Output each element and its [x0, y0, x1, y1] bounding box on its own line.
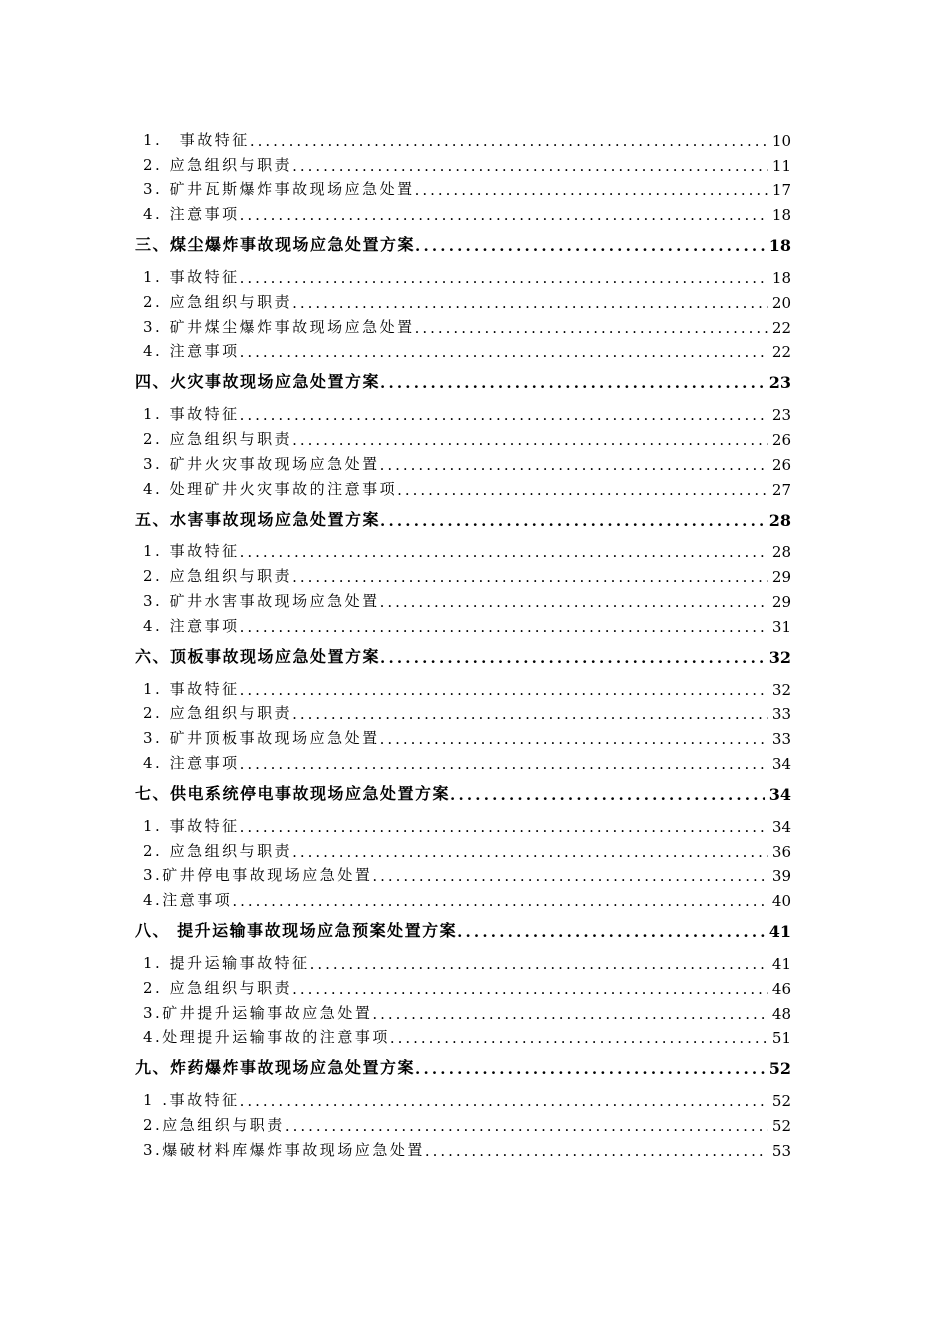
dot-leader — [292, 296, 768, 312]
toc-entry-title: 2. 应急组织与职责 — [143, 704, 293, 723]
toc-entry-title: 4. 处理矿井火灾事故的注意事项 — [143, 479, 398, 498]
toc-entry-title: 3. 矿井水害事故现场应急处置 — [143, 591, 380, 610]
toc-page-number: 33 — [771, 705, 791, 724]
toc-subsection-entry[interactable] — [135, 973, 791, 998]
toc-page-number: 46 — [771, 979, 791, 998]
dot-leader — [450, 788, 765, 804]
toc-entry-title: 1. 事故特征 — [143, 130, 250, 149]
toc-subsection-entry[interactable] — [135, 699, 791, 724]
dot-leader — [380, 732, 768, 748]
toc-section-entry[interactable] — [135, 1050, 791, 1078]
toc-subsection-entry[interactable] — [135, 748, 791, 773]
dot-leader — [240, 683, 768, 699]
dot-leader — [380, 514, 765, 530]
dot-leader — [397, 483, 768, 499]
toc-section-entry[interactable] — [135, 227, 791, 255]
toc-subsection-entry[interactable] — [135, 561, 791, 586]
toc-subsection-entry[interactable] — [135, 287, 791, 312]
dot-leader — [240, 345, 768, 361]
toc-section-entry[interactable] — [135, 639, 791, 667]
dot-leader — [232, 894, 768, 910]
toc-entry-title: 九、炸药爆炸事故现场应急处置方案 — [135, 1058, 416, 1078]
dot-leader — [390, 1031, 768, 1047]
dot-leader — [292, 570, 768, 586]
toc-section-entry[interactable] — [135, 913, 791, 941]
toc-subsection-entry[interactable] — [135, 998, 791, 1023]
dot-leader — [372, 869, 768, 885]
toc-page-number: 22 — [771, 343, 791, 362]
dot-leader — [425, 1144, 768, 1160]
dot-leader — [310, 957, 768, 973]
toc-entry-title: 2. 应急组织与职责 — [143, 155, 293, 174]
dot-leader — [292, 845, 768, 861]
toc-entry-title: 1 .事故特征 — [143, 1091, 240, 1110]
dot-leader — [380, 376, 765, 392]
dot-leader — [415, 239, 765, 255]
table-of-contents — [135, 125, 791, 1160]
dot-leader — [292, 159, 768, 175]
toc-entry-title: 2. 应急组织与职责 — [143, 567, 293, 586]
dot-leader — [415, 183, 768, 199]
toc-subsection-entry[interactable] — [135, 449, 791, 474]
toc-page-number: 10 — [771, 131, 791, 150]
toc-page-number: 17 — [771, 181, 791, 200]
toc-page-number: 51 — [771, 1029, 791, 1048]
toc-page-number: 23 — [771, 406, 791, 425]
toc-entry-title: 3.矿井停电事故现场应急处置 — [143, 866, 373, 885]
toc-entry-title: 三、煤尘爆炸事故现场应急处置方案 — [135, 235, 416, 255]
dot-leader — [240, 1094, 768, 1110]
dot-leader — [240, 757, 768, 773]
toc-section-entry[interactable] — [135, 502, 791, 530]
toc-entry-title: 七、供电系统停电事故现场应急处置方案 — [135, 783, 451, 803]
toc-page-number: 34 — [771, 754, 791, 773]
toc-subsection-entry[interactable] — [135, 885, 791, 910]
toc-subsection-entry[interactable] — [135, 586, 791, 611]
toc-page-number: 31 — [771, 617, 791, 636]
dot-leader — [240, 208, 768, 224]
toc-page-number: 48 — [771, 1004, 791, 1023]
toc-page-number: 41 — [768, 922, 791, 942]
dot-leader — [415, 1062, 765, 1078]
dot-leader — [415, 321, 768, 337]
toc-page-number: 52 — [771, 1092, 791, 1111]
toc-entry-title: 1. 事故特征 — [143, 816, 240, 835]
dot-leader — [240, 408, 768, 424]
toc-entry-title: 四、火灾事故现场应急处置方案 — [135, 372, 381, 392]
toc-page-number: 41 — [771, 954, 791, 973]
toc-subsection-entry[interactable] — [135, 1085, 791, 1110]
dot-leader — [285, 1119, 768, 1135]
toc-entry-title: 4. 注意事项 — [143, 342, 240, 361]
toc-entry-title: 4.处理提升运输事故的注意事项 — [143, 1028, 390, 1047]
toc-entry-title: 六、顶板事故现场应急处置方案 — [135, 646, 381, 666]
toc-entry-title: 3.爆破材料库爆炸事故现场应急处置 — [143, 1140, 425, 1159]
toc-entry-title: 2. 应急组织与职责 — [143, 292, 293, 311]
toc-page-number: 32 — [768, 647, 791, 667]
toc-subsection-entry[interactable] — [135, 1110, 791, 1135]
dot-leader — [372, 1007, 768, 1023]
toc-subsection-entry[interactable] — [135, 836, 791, 861]
toc-entry-title: 1. 事故特征 — [143, 679, 240, 698]
toc-entry-title: 2.应急组织与职责 — [143, 1115, 285, 1134]
toc-entry-title: 4. 注意事项 — [143, 616, 240, 635]
toc-page-number: 40 — [771, 892, 791, 911]
toc-entry-title: 1. 提升运输事故特征 — [143, 953, 310, 972]
toc-subsection-entry[interactable] — [135, 1023, 791, 1048]
dot-leader — [292, 707, 768, 723]
toc-page-number: 34 — [768, 784, 791, 804]
toc-subsection-entry[interactable] — [135, 399, 791, 424]
dot-leader — [250, 134, 768, 150]
toc-subsection-entry[interactable] — [135, 175, 791, 200]
toc-page-number: 39 — [771, 867, 791, 886]
toc-subsection-entry[interactable] — [135, 537, 791, 562]
dot-leader — [292, 433, 768, 449]
dot-leader — [240, 545, 768, 561]
toc-entry-title: 4.注意事项 — [143, 891, 233, 910]
toc-entry-title: 4. 注意事项 — [143, 205, 240, 224]
toc-page-number: 18 — [771, 206, 791, 225]
dot-leader — [380, 458, 768, 474]
toc-subsection-entry[interactable] — [135, 1135, 791, 1160]
toc-page-number: 18 — [771, 268, 791, 287]
toc-entry-title: 2. 应急组织与职责 — [143, 429, 293, 448]
toc-page-number: 29 — [771, 592, 791, 611]
toc-page-number: 23 — [768, 373, 791, 393]
toc-subsection-entry[interactable] — [135, 674, 791, 699]
toc-page-number: 52 — [768, 1059, 791, 1079]
dot-leader — [240, 620, 768, 636]
toc-subsection-entry[interactable] — [135, 312, 791, 337]
toc-subsection-entry[interactable] — [135, 424, 791, 449]
toc-entry-title: 3. 矿井瓦斯爆炸事故现场应急处置 — [143, 180, 415, 199]
dot-leader — [457, 925, 765, 941]
dot-leader — [380, 595, 768, 611]
toc-subsection-entry[interactable] — [135, 125, 791, 150]
toc-page-number: 52 — [771, 1116, 791, 1135]
toc-page-number: 22 — [771, 318, 791, 337]
toc-subsection-entry[interactable] — [135, 861, 791, 886]
toc-subsection-entry[interactable] — [135, 811, 791, 836]
toc-subsection-entry[interactable] — [135, 948, 791, 973]
toc-entry-title: 1. 事故特征 — [143, 542, 240, 561]
toc-section-entry[interactable] — [135, 364, 791, 392]
toc-entry-title: 2. 应急组织与职责 — [143, 841, 293, 860]
toc-page-number: 32 — [771, 680, 791, 699]
toc-entry-title: 3. 矿井煤尘爆炸事故现场应急处置 — [143, 317, 415, 336]
dot-leader — [240, 820, 768, 836]
toc-subsection-entry[interactable] — [135, 611, 791, 636]
dot-leader — [292, 982, 768, 998]
toc-page-number: 20 — [771, 293, 791, 312]
toc-page-number: 36 — [771, 842, 791, 861]
toc-page-number: 26 — [771, 430, 791, 449]
toc-subsection-entry[interactable] — [135, 723, 791, 748]
toc-entry-title: 1. 事故特征 — [143, 405, 240, 424]
toc-page-number: 29 — [771, 568, 791, 587]
toc-subsection-entry[interactable] — [135, 199, 791, 224]
toc-subsection-entry[interactable] — [135, 150, 791, 175]
toc-entry-title: 五、水害事故现场应急处置方案 — [135, 509, 381, 529]
toc-page-number: 27 — [771, 480, 791, 499]
toc-page-number: 18 — [768, 236, 791, 256]
dot-leader — [380, 651, 765, 667]
toc-section-entry[interactable] — [135, 776, 791, 804]
toc-entry-title: 八、 提升运输事故现场应急预案处置方案 — [135, 921, 458, 941]
toc-entry-title: 1. 事故特征 — [143, 267, 240, 286]
toc-entry-title: 3.矿井提升运输事故应急处置 — [143, 1003, 373, 1022]
toc-page-number: 28 — [771, 543, 791, 562]
toc-subsection-entry[interactable] — [135, 262, 791, 287]
toc-entry-title: 4. 注意事项 — [143, 753, 240, 772]
toc-subsection-entry[interactable] — [135, 474, 791, 499]
toc-page-number: 34 — [771, 817, 791, 836]
toc-entry-title: 3. 矿井顶板事故现场应急处置 — [143, 729, 380, 748]
toc-page-number: 28 — [768, 510, 791, 530]
toc-page-number: 26 — [771, 455, 791, 474]
toc-page-number: 11 — [771, 156, 791, 175]
toc-page-number: 53 — [771, 1141, 791, 1160]
toc-subsection-entry[interactable] — [135, 337, 791, 362]
toc-entry-title: 3. 矿井火灾事故现场应急处置 — [143, 454, 380, 473]
toc-page-number: 33 — [771, 730, 791, 749]
toc-entry-title: 2. 应急组织与职责 — [143, 978, 293, 997]
dot-leader — [240, 271, 768, 287]
